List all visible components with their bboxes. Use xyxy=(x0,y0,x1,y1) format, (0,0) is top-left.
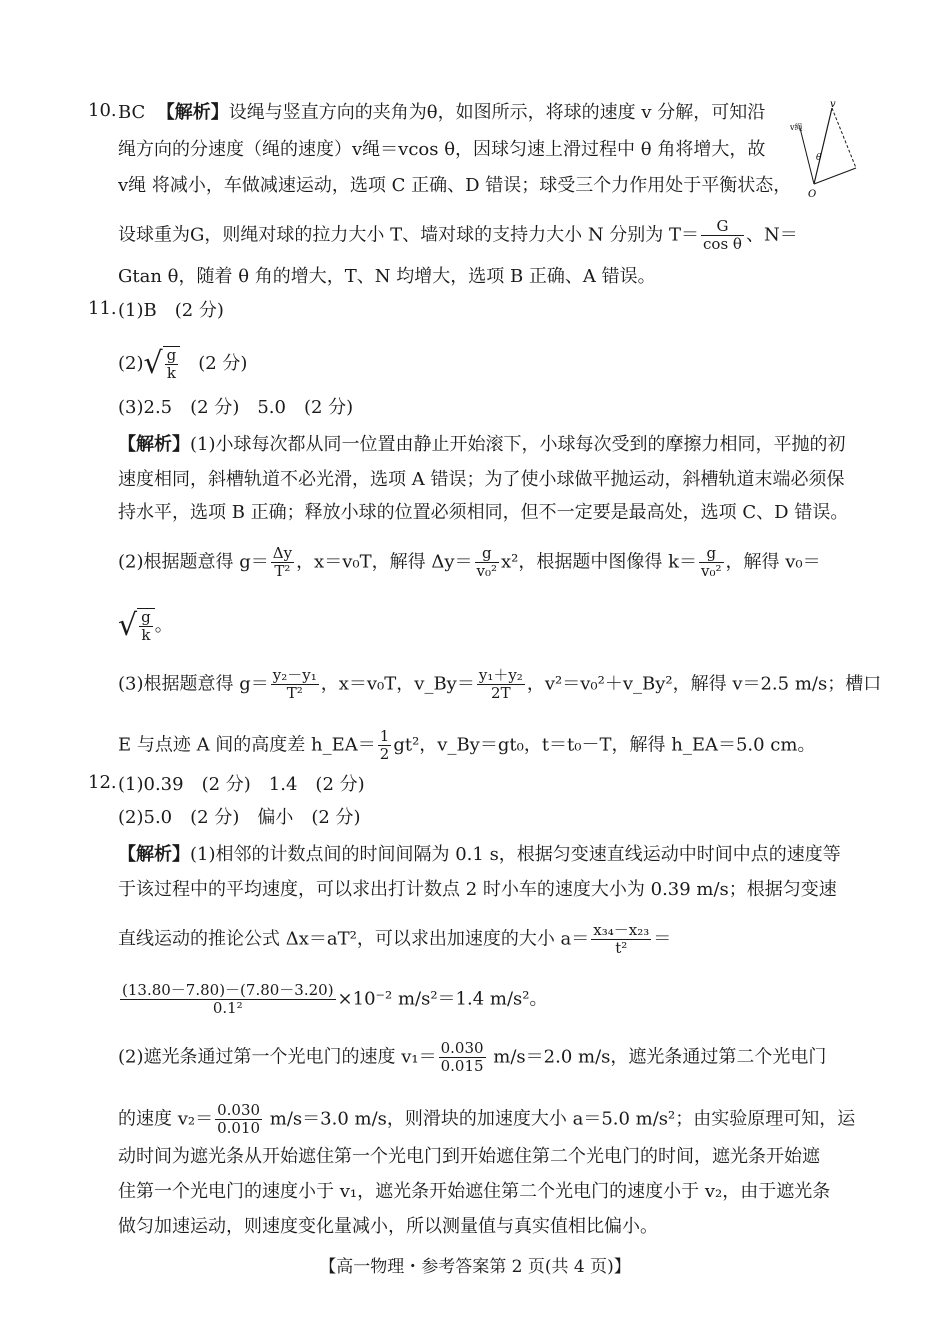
svg-text:O: O xyxy=(808,189,817,200)
analysis-tag: 【解析】 xyxy=(118,844,190,865)
answer-line-2: (2)5.0 (2 分) 偏小 (2 分) xyxy=(118,807,361,828)
svg-text:θ: θ xyxy=(816,153,822,163)
question-number: 11. xyxy=(88,298,117,319)
answer-page: 10. BC 【解析】设绳与竖直方向的夹角为θ，如图所示，将球的速度 v 分解，可知沿 绳方向的分速度（绳的速度）v绳＝vcos θ，因球匀速上滑过程中 θ 角将增大，故 v绳 将减小，车做减速运动，选项 C 正确、D 错误；球受三个力作用处于平衡状态， 设球重为G，则绳对球的拉力大小 T、墙对球的支持力大小 N 分别为 T＝ $\frac{G}{\text{cos θ}}$ 、N＝ Gtan θ，随着 θ 角的增大，T、N 均增大，选项 B 正确、A 错误。 v v绳 θ O 11. (1)B (2 分) (2)√ $\frac{g}{k}$ (2 分) (3)2.5 (2 分) 5.0 (2 分) 【解析】(1)小球每次都从同一位置由静止开始滚下，小球每次受到的摩擦力相同，平抛的初 速度相同，斜槽轨道不必光滑，选项 A 错误；为了使小球做平抛运动，斜槽轨道末端必须保 持水平，选项 B 正确；释放小球的位置必须相同，但不一定要是最高处，选项 C、D 错误。 (2)根据题意得 g＝ $\frac{\Delta y}{\text{T²}}$ ，x＝v₀T，解得 Δy＝ $\frac{g}{\text{v₀²}}$ x²，根据题中图像得 k＝ $\frac{g}{\text{v₀²}}$ ，解得 v₀＝ √ $\frac{g}{k}$ 。 (3)根据题意得 g＝ $\frac{\text{y₂－y₁}}{\text{T²}}$ ，x＝v₀T，v_By＝ $\frac{\text{y₁＋y₂}}{2T}$ ，v²＝v₀²＋v_By²，解得 v＝2.5 m/s；槽口 E 与点迹 A 间的高度差 h_EA＝ $\frac{1}{2}$ gt²，v_By＝gt₀，t＝t₀－T，解得 h_EA＝5.0 cm。 12. (1)0.39 (2 分) 1.4 (2 分) (2)5.0 (2 分) 偏小 (2 分) 【解析】(1)相邻的计数点间的时间间隔为 0.1 s，根据匀变速直线运动中时间中点的速度等 于该过程中的平均速度，可以求出打计数点 2 时小车的速度大小为 0.39 m/s；根据匀变速 直线运动的推论公式 Δx＝aT²，可以求出加速度的大小 a＝ $\frac{\text{x₃₄－x₂₃}}{\text{t²}}$ ＝ $\frac{(13.80-7.80)-(7.80-3.20)}{\text{0.1²}}$ ×10⁻² m/s²＝1.4 m/s²。 (2)遮光条通过第一个光电门的速度 v₁＝ $\frac{0.030}{0.015}$ m/s＝2.0 m/s，遮光条通过第二个光电门 的速度 v₂＝ $\frac{0.030}{0.010}$ m/s＝3.0 m/s，则滑块的加速度大小 a＝5.0 m/s²；由实验原理可知，运 动时间为遮光条从开始遮住第一个光电门到开始遮住第二个光电门的时间，遮光条开始遮 住第一个光电门的速度小于 v₁，遮光条开始遮住第二个光电门的速度小于 v₂，由于遮光条 做匀加速运动，则速度变化量减小，所以测量值与真实值相比偏小。 【高一物理・参考答案第 2 页(共 4 页)】 xyxy=(0,0,950,1336)
question-number: 12. xyxy=(88,772,117,793)
page-footer: 【高一物理・参考答案第 2 页(共 4 页)】 xyxy=(319,1257,631,1277)
fraction: $\frac{G}{\text{cos θ}}$ xyxy=(703,217,742,253)
velocity-decomposition-diagram xyxy=(790,98,862,200)
square-root: √ $\frac{g}{k}$ xyxy=(144,346,181,382)
svg-text:v绳: v绳 xyxy=(790,123,803,132)
answer-line-2: (2)√ $\frac{g}{k}$ (2 分) xyxy=(118,346,248,382)
svg-text:v: v xyxy=(830,99,836,110)
answer-line-3: (3)2.5 (2 分) 5.0 (2 分) xyxy=(118,397,354,418)
answer-line-1: (1)B (2 分) xyxy=(118,300,224,321)
analysis-tag: 【解析】 xyxy=(118,434,190,455)
question-number: 10. xyxy=(88,100,117,121)
answer-choice: BC xyxy=(118,102,146,123)
answer-line-1: (1)0.39 (2 分) 1.4 (2 分) xyxy=(118,774,365,795)
analysis-tag: 【解析】 xyxy=(156,102,229,123)
